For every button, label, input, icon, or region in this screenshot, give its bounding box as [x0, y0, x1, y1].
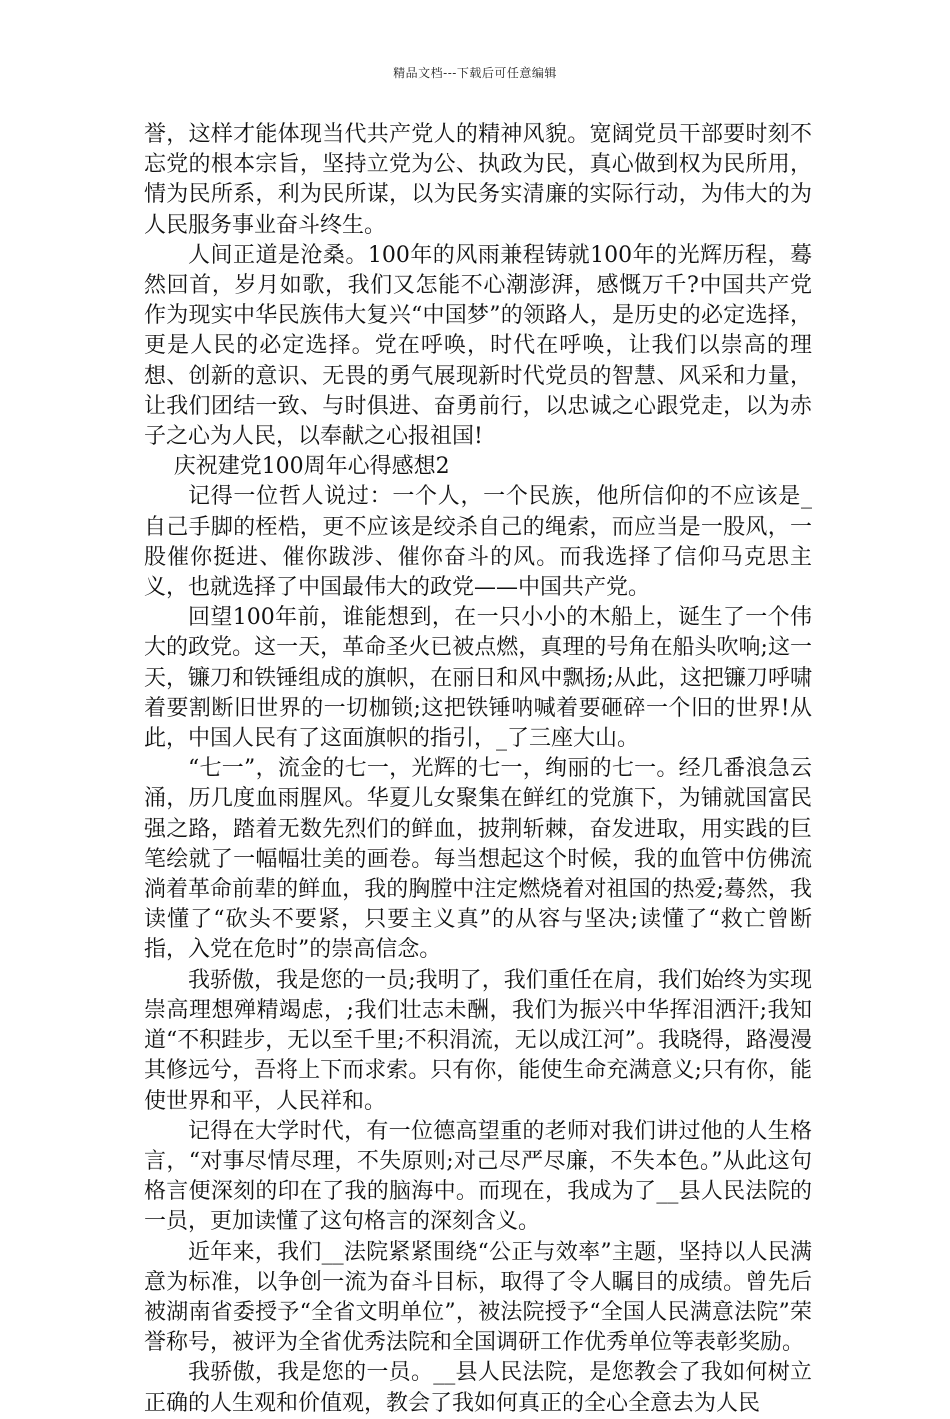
paragraph: 我骄傲，我是您的一员。__县人民法院，是您教会了我如何树立正确的人生观和价值观，教会了我如何真正的全心全意去为人民 [144, 1360, 812, 1416]
page-header: 精品文档---下载后可任意编辑 [393, 66, 557, 80]
paragraph: 记得一位哲人说过：一个人，一个民族，他所信仰的不应该是_自己手脚的桎梏，更不应该是绞杀自己的绳索，而应当是一股风，一股催你挺进、催你跋涉、催你奋斗的风。而我选择了信仰马克思主义，也就选择了中国最伟大的政党——中国共产党。 [144, 484, 812, 601]
paragraph: 人间正道是沧桑。100年的风雨兼程铸就100年的光辉历程，蓦然回首，岁月如歌，我们又怎能不心潮澎湃，感慨万千?中国共产党作为现实中华民族伟大复兴“中国梦”的领路人，是历史的必定选择，更是人民的必定选择。党在呼唤，时代在呼唤，让我们以崇高的理想、创新的意识、无畏的勇气展现新时代党员的智慧、风采和力量，让我们团结一致、与时俱进、奋勇前行，以忠诚之心跟党走，以为赤子之心为人民，以奉献之心报祖国! [144, 242, 812, 450]
paragraph: 回望100年前，谁能想到，在一只小小的木船上，诞生了一个伟大的政党。这一天，革命圣火已被点燃，真理的号角在船头吹响;这一天，镰刀和铁锤组成的旗帜，在丽日和风中飘扬;从此，这把镰刀呼啸着要割断旧世界的一切枷锁;这把铁锤呐喊着要砸碎一个旧的世界!从此，中国人民有了这面旗帜的指引，_了三座大山。 [144, 605, 812, 752]
paragraph: 记得在大学时代，有一位德高望重的老师对我们讲过他的人生格言，“对事尽情尽理，不失原则;对己尽严尽廉，不失本色。”从此这句格言便深刻的印在了我的脑海中。而现在，我成为了__县人民法院的一员，更加读懂了这句格言的深刻含义。 [144, 1118, 812, 1235]
paragraph: 誉，这样才能体现当代共产党人的精神风貌。宽阔党员干部要时刻不忘党的根本宗旨，坚持立党为公、执政为民，真心做到权为民所用，情为民所系，利为民所谋，以为民务实清廉的实际行动，为伟大的为人民服务事业奋斗终生。 [144, 122, 812, 238]
paragraph: 我骄傲，我是您的一员;我明了，我们重任在肩，我们始终为实现崇高理想殚精竭虑，;我们壮志未酬，我们为振兴中华挥泪洒汗;我知道“不积跬步，无以至千里;不积涓流，无以成江河”。我晓得，路漫漫其修远兮，吾将上下而求索。只有你，能使生命充满意义;只有你，能使世界和平，人民祥和。 [144, 967, 812, 1114]
paragraph: 近年来，我们__法院紧紧围绕“公正与效率”主题，坚持以人民满意为标准，以争创一流为奋斗目标，取得了令人瞩目的成绩。曾先后被湖南省委授予“全省文明单位”，被法院授予“全国人民满意法院”荣誉称号，被评为全省优秀法院和全国调研工作优秀单位等表彰奖励。 [144, 1239, 812, 1356]
paragraph: “七一”，流金的七一，光辉的七一，绚丽的七一。经几番浪急云涌，历几度血雨腥风。华夏儿女聚集在鲜红的党旗下，为铺就国富民强之路，踏着无数先烈们的鲜血，披荆斩棘，奋发进取，用实践的巨笔绘就了一幅幅壮美的画卷。每当想起这个时候，我的血管中仿佛流淌着革命前辈的鲜血，我的胸膛中注定燃烧着对祖国的热爱;蓦然，我读懂了“砍头不要紧，只要主义真”的从容与坚决;读懂了“救亡曾断指，入党在危时”的崇高信念。 [144, 756, 812, 963]
section-title: 庆祝建党100周年心得感想2 [173, 454, 450, 480]
document-body [144, 120, 812, 1419]
